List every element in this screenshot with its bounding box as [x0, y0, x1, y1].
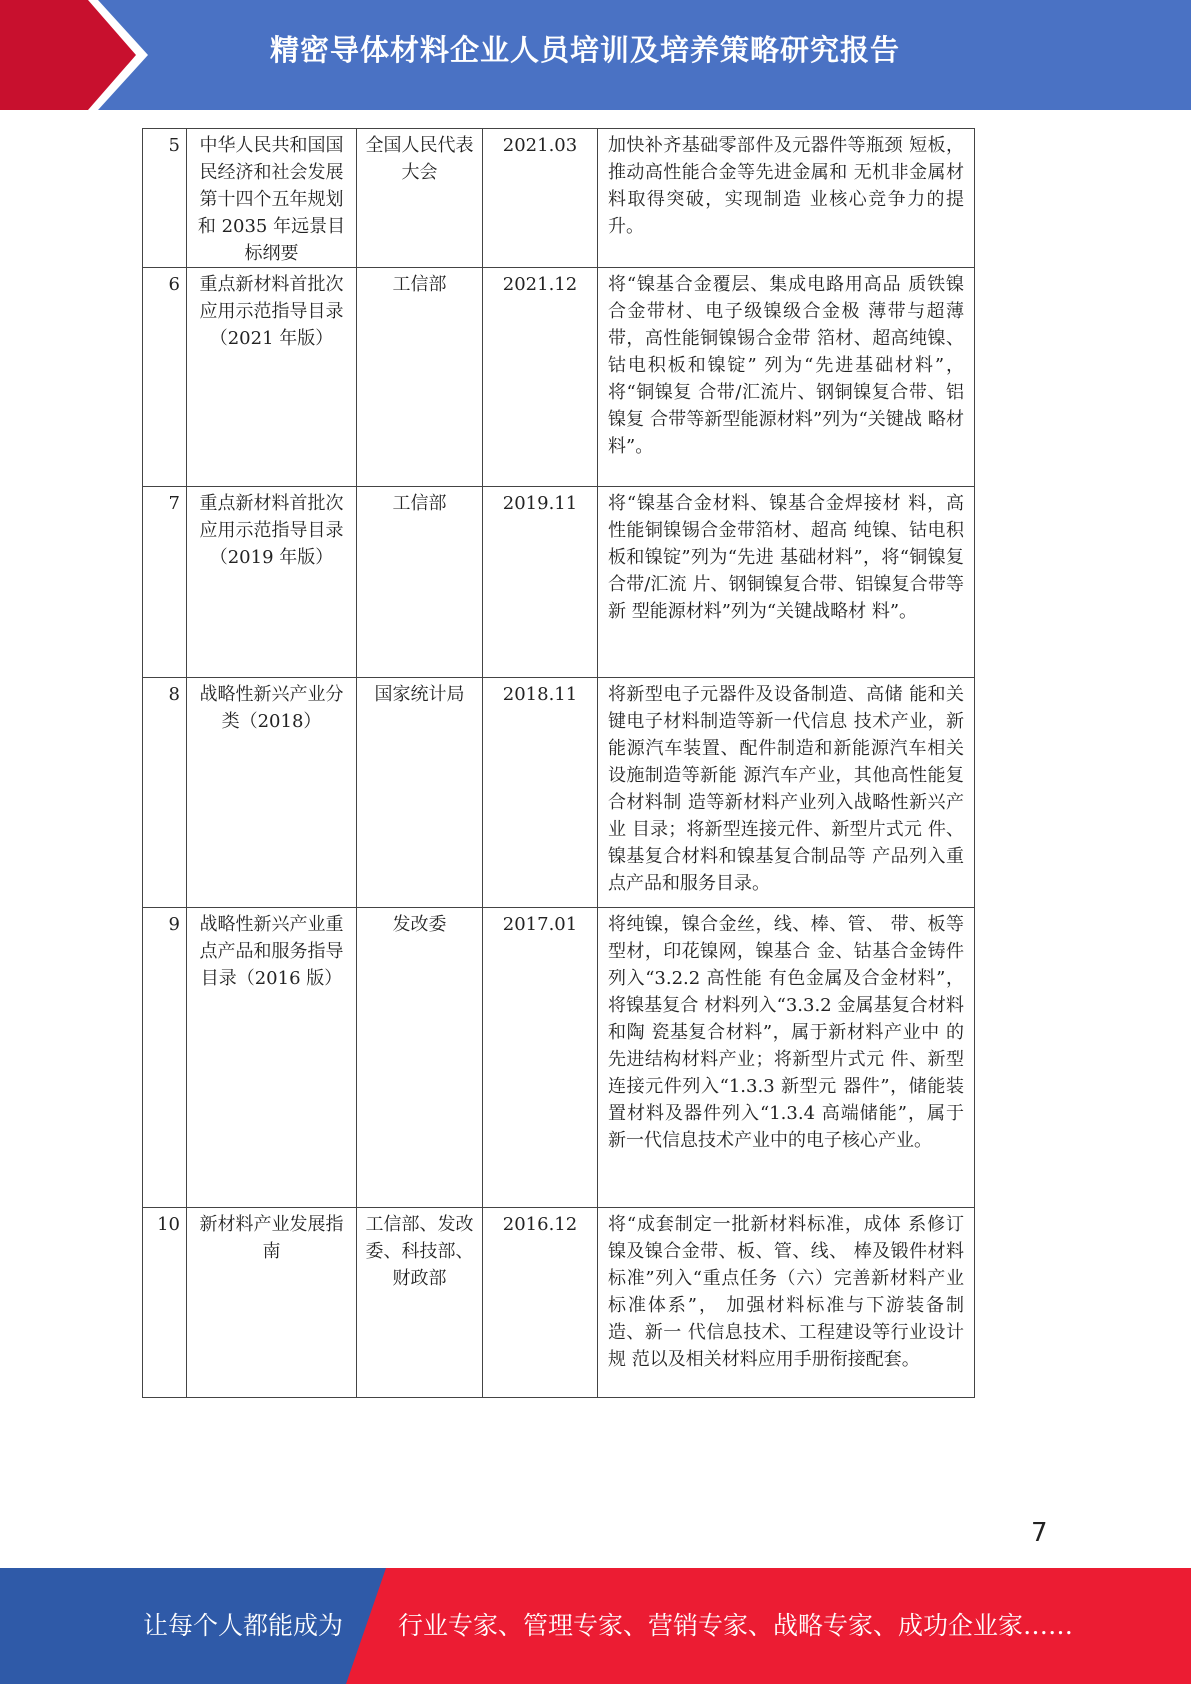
policy-content: 加快补齐基础零部件及元器件等瓶颈 短板，推动高性能合金等先进金属和 无机非金属材料取得突破，实现制造 业核心竞争力的提升。 [598, 129, 975, 268]
policy-name: 战略性新兴产业重点产品和服务指导目录（2016 版） [187, 908, 357, 1208]
policy-content: 将新型电子元器件及设备制造、高储 能和关键电子材料制造等新一代信息 技术产业，新能源汽车装置、配件制造和新能源汽车相关设施制造等新能 源汽车产业，其他高性能复合材料制 造等新材料产业列入战略性新兴产业 目录；将新型连接元件、新型片式元 件、镍基复合材料和镍基复合制品等 产品列入重点产品和服务目录。 [598, 678, 975, 908]
issuing-body: 国家统计局 [357, 678, 483, 908]
issue-date: 2016.12 [483, 1208, 598, 1398]
policy-content: 将“镍基合金覆层、集成电路用高品 质铁镍合金带材、电子级镍级合金极 薄带与超薄带，高性能铜镍锡合金带 箔材、超高纯镍、钴电积板和镍锭” 列为“先进基础材料”，将“铜镍复 合带/汇流片、钢铜镍复合带、铝镍复 合带等新型能源材料”列为“关键战 略材料”。 [598, 268, 975, 487]
issue-date: 2019.11 [483, 487, 598, 678]
table-row [143, 129, 975, 268]
table-row [143, 678, 975, 908]
issuing-body: 发改委 [357, 908, 483, 1208]
row-number: 5 [143, 129, 187, 268]
policy-table [142, 128, 975, 1398]
issue-date: 2021.12 [483, 268, 598, 487]
page-footer [0, 1568, 1191, 1684]
issue-date: 2018.11 [483, 678, 598, 908]
row-number: 10 [143, 1208, 187, 1398]
policy-name: 重点新材料首批次应用示范指导目录（2019 年版） [187, 487, 357, 678]
row-number: 8 [143, 678, 187, 908]
issue-date: 2021.03 [483, 129, 598, 268]
issuing-body: 工信部 [357, 487, 483, 678]
table-row [143, 908, 975, 1208]
page-number: 7 [1031, 1518, 1048, 1548]
policy-content: 将“成套制定一批新材料标准，成体 系修订镍及镍合金带、板、管、线、 棒及锻件材料标准”列入“重点任务（六）完善新材料产业标准体系”， 加强材料标准与下游装备制造、新一 代信息技术、工程建设等行业设计规 范以及相关材料应用手册衔接配套。 [598, 1208, 975, 1398]
issue-date: 2017.01 [483, 908, 598, 1208]
issuing-body: 工信部 [357, 268, 483, 487]
row-number: 9 [143, 908, 187, 1208]
policy-name: 新材料产业发展指南 [187, 1208, 357, 1398]
table-row [143, 487, 975, 678]
table-row [143, 1208, 975, 1398]
row-number: 7 [143, 487, 187, 678]
policy-content: 将纯镍，镍合金丝，线、棒、管、 带、板等型材，印花镍网，镍基合 金、钴基合金铸件列入“3.2.2 高性能 有色金属及合金材料”，将镍基复合 材料列入“3.3.2 金属基复合材料和陶 瓷基复合材料”，属于新材料产业中 的先进结构材料产业；将新型片式元 件、新型连接元件列入“1.3.3 新型元 器件”，储能装置材料及器件列入“1.3.4 高端储能”，属于新一代信息技术产业中的电子核心产业。 [598, 908, 975, 1208]
table-row [143, 268, 975, 487]
policy-content: 将“镍基合金材料、镍基合金焊接材 料，高性能铜镍锡合金带箔材、超高 纯镍、钴电积板和镍锭”列为“先进 基础材料”，将“铜镍复合带/汇流 片、钢铜镍复合带、铝镍复合带等新 型能源材料”列为“关键战略材 料”。 [598, 487, 975, 678]
policy-name: 战略性新兴产业分类（2018） [187, 678, 357, 908]
issuing-body: 工信部、发改委、科技部、财政部 [357, 1208, 483, 1398]
policy-name: 重点新材料首批次应用示范指导目录（2021 年版） [187, 268, 357, 487]
row-number: 6 [143, 268, 187, 487]
page-header [0, 0, 1191, 110]
policy-name: 中华人民共和国国民经济和社会发展第十四个五年规划和 2035 年远景目标纲要 [187, 129, 357, 268]
issuing-body: 全国人民代表大会 [357, 129, 483, 268]
header-red-arrow-decoration [0, 0, 150, 110]
report-title: 精密导体材料企业人员培训及培养策略研究报告 [270, 33, 901, 67]
footer-slogan-right: 行业专家、管理专家、营销专家、战略专家、成功企业家…… [398, 1611, 1074, 1640]
footer-slogan-left: 让每个人都能成为 [143, 1611, 344, 1640]
